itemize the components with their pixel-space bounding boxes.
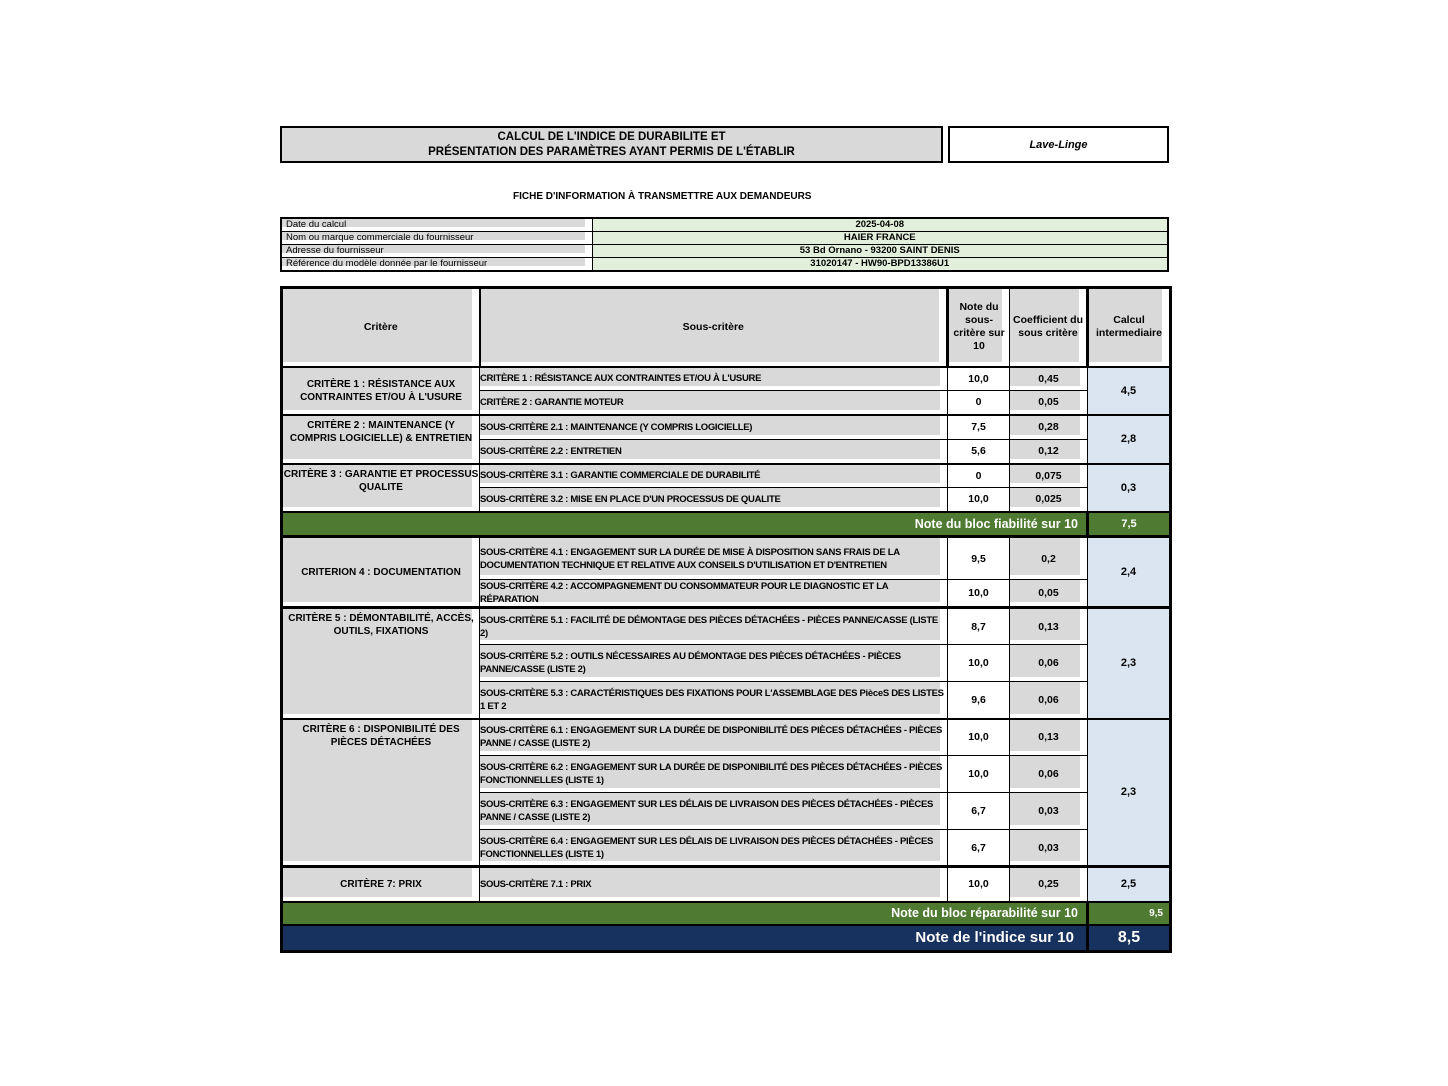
sub-criterion-cell: SOUS-CRITÈRE 6.3 : ENGAGEMENT SUR LES DÉLAIS DE LIVRAISON DES PIÈCES DÉTACHÉES - PIÈCES PANNE / CASSE (LISTE 2) bbox=[480, 793, 948, 830]
sub-criterion-cell: SOUS-CRITÈRE 6.2 : ENGAGEMENT SUR LA DURÉE DE DISPONIBILITÉ DES PIÈCES DÉTACHÉES - PIÈCES FONCTIONNELLES (LISTE 1) bbox=[480, 756, 948, 793]
intermediate-calc-cell: 2,8 bbox=[1088, 415, 1171, 464]
criterion-cell: CRITERION 4 : DOCUMENTATION bbox=[282, 537, 480, 608]
intermediate-calc-cell: 2,3 bbox=[1088, 608, 1171, 719]
note-cell: 10,0 bbox=[948, 367, 1010, 391]
column-header-note: Note du sous-critère sur 10 bbox=[948, 288, 1010, 367]
info-label: Adresse du fournisseur bbox=[281, 245, 592, 258]
info-value: HAIER FRANCE bbox=[592, 232, 1168, 245]
criterion-cell: CRITÈRE 6 : DISPONIBILITÉ DES PIÈCES DÉTACHÉES bbox=[282, 719, 480, 867]
index-score-value: 8,5 bbox=[1088, 925, 1171, 952]
column-header-coefficient: Coefficient du sous critère bbox=[1010, 288, 1088, 367]
note-cell: 10,0 bbox=[948, 580, 1010, 608]
coefficient-cell: 0,075 bbox=[1010, 464, 1088, 488]
note-cell: 10,0 bbox=[948, 488, 1010, 512]
table-row bbox=[282, 367, 1171, 391]
table-row bbox=[282, 608, 1171, 645]
info-value: 53 Bd Ornano - 93200 SAINT DENIS bbox=[592, 245, 1168, 258]
coefficient-cell: 0,45 bbox=[1010, 367, 1088, 391]
document-subtitle: FICHE D'INFORMATION À TRANSMETTRE AUX DEMANDEURS bbox=[513, 191, 812, 202]
sub-criterion-cell: SOUS-CRITÈRE 4.1 : ENGAGEMENT SUR LA DURÉE DE MISE À DISPOSITION SANS FRAIS DE LA DOCUMENTATION TECHNIQUE ET RELATIVE AUX CONSEILS D'UTILISATION ET D'ENTRETIEN bbox=[480, 537, 948, 580]
note-cell: 10,0 bbox=[948, 756, 1010, 793]
info-value: 2025-04-08 bbox=[592, 218, 1168, 232]
info-row-model-reference bbox=[281, 258, 1168, 272]
coefficient-cell: 0,12 bbox=[1010, 440, 1088, 464]
criterion-cell: CRITÈRE 2 : MAINTENANCE (Y COMPRIS LOGICIELLE) & ENTRETIEN bbox=[282, 415, 480, 464]
coefficient-cell: 0,28 bbox=[1010, 415, 1088, 440]
sub-criterion-cell: SOUS-CRITÈRE 5.3 : CARACTÉRISTIQUES DES FIXATIONS POUR L'ASSEMBLAGE DES PièceS DES LISTES 1 ET 2 bbox=[480, 682, 948, 719]
sub-criterion-cell: CRITÈRE 1 : RÉSISTANCE AUX CONTRAINTES ET/OU À L'USURE bbox=[480, 367, 948, 391]
product-type-label: Lave-Linge bbox=[1029, 138, 1088, 151]
note-cell: 9,5 bbox=[948, 537, 1010, 580]
coefficient-cell: 0,025 bbox=[1010, 488, 1088, 512]
note-cell: 10,0 bbox=[948, 645, 1010, 682]
table-row bbox=[282, 867, 1171, 902]
intermediate-calc-cell: 2,4 bbox=[1088, 537, 1171, 608]
note-cell: 5,6 bbox=[948, 440, 1010, 464]
info-value: 31020147 - HW90-BPD13386U1 bbox=[592, 258, 1168, 272]
note-cell: 8,7 bbox=[948, 608, 1010, 645]
product-type-box bbox=[948, 126, 1169, 163]
sub-criterion-cell: SOUS-CRITÈRE 6.1 : ENGAGEMENT SUR LA DURÉE DE DISPONIBILITÉ DES PIÈCES DÉTACHÉES - PIÈCES PANNE / CASSE (LISTE 2) bbox=[480, 719, 948, 756]
note-cell: 0 bbox=[948, 464, 1010, 488]
note-cell: 10,0 bbox=[948, 719, 1010, 756]
info-row-supplier-address bbox=[281, 245, 1168, 258]
coefficient-cell: 0,13 bbox=[1010, 608, 1088, 645]
criterion-cell: CRITÈRE 3 : GARANTIE ET PROCESSUS QUALITE bbox=[282, 464, 480, 512]
info-row-supplier-name bbox=[281, 232, 1168, 245]
info-label: Date du calcul bbox=[281, 218, 592, 232]
note-cell: 0 bbox=[948, 391, 1010, 415]
sub-criterion-cell: CRITÈRE 2 : GARANTIE MOTEUR bbox=[480, 391, 948, 415]
index-score-row bbox=[282, 925, 1171, 952]
table-row bbox=[282, 464, 1171, 488]
coefficient-cell: 0,13 bbox=[1010, 719, 1088, 756]
note-cell: 6,7 bbox=[948, 793, 1010, 830]
document-header bbox=[280, 126, 1169, 163]
repairability-block-score-row bbox=[282, 902, 1171, 925]
sub-criterion-cell: SOUS-CRITÈRE 5.1 : FACILITÉ DE DÉMONTAGE DES PIÈCES DÉTACHÉES - PIÈCES PANNE/CASSE (LISTE 2) bbox=[480, 608, 948, 645]
document-title-line-2: PRÉSENTATION DES PARAMÈTRES AYANT PERMIS DE L'ÉTABLIR bbox=[428, 146, 795, 158]
coefficient-cell: 0,05 bbox=[1010, 580, 1088, 608]
coefficient-cell: 0,2 bbox=[1010, 537, 1088, 580]
document-content bbox=[280, 126, 1169, 953]
supplier-info-table bbox=[280, 217, 1169, 272]
coefficient-cell: 0,03 bbox=[1010, 793, 1088, 830]
sub-criterion-cell: SOUS-CRITÈRE 3.1 : GARANTIE COMMERCIALE DE DURABILITÉ bbox=[480, 464, 948, 488]
table-row bbox=[282, 537, 1171, 580]
note-cell: 9,6 bbox=[948, 682, 1010, 719]
sub-criterion-cell: SOUS-CRITÈRE 6.4 : ENGAGEMENT SUR LES DÉLAIS DE LIVRAISON DES PIÈCES DÉTACHÉES - PIÈCES FONCTIONNELLES (LISTE 1) bbox=[480, 830, 948, 867]
coefficient-cell: 0,25 bbox=[1010, 867, 1088, 902]
column-header-calcul: Calcul intermediaire bbox=[1088, 288, 1171, 367]
note-cell: 7,5 bbox=[948, 415, 1010, 440]
coefficient-cell: 0,03 bbox=[1010, 830, 1088, 867]
index-score-label: Note de l'indice sur 10 bbox=[282, 925, 1088, 952]
intermediate-calc-cell: 0,3 bbox=[1088, 464, 1171, 512]
intermediate-calc-cell: 2,5 bbox=[1088, 867, 1171, 902]
sub-criterion-cell: SOUS-CRITÈRE 5.2 : OUTILS NÉCESSAIRES AU DÉMONTAGE DES PIÈCES DÉTACHÉES - PIÈCES PANNE/CASSE (LISTE 2) bbox=[480, 645, 948, 682]
column-header-sous-critere: Sous-critère bbox=[480, 288, 948, 367]
table-row bbox=[282, 719, 1171, 756]
intermediate-calc-cell: 4,5 bbox=[1088, 367, 1171, 415]
criterion-cell: CRITÈRE 7: PRIX bbox=[282, 867, 480, 902]
fiability-block-score-row bbox=[282, 512, 1171, 537]
criterion-cell: CRITÈRE 5 : DÉMONTABILITÉ, ACCÈS, OUTILS, FIXATIONS bbox=[282, 608, 480, 719]
table-row bbox=[282, 415, 1171, 440]
sub-criterion-cell: SOUS-CRITÈRE 2.1 : MAINTENANCE (Y COMPRIS LOGICIELLE) bbox=[480, 415, 948, 440]
coefficient-cell: 0,06 bbox=[1010, 682, 1088, 719]
coefficient-cell: 0,05 bbox=[1010, 391, 1088, 415]
sub-criterion-cell: SOUS-CRITÈRE 2.2 : ENTRETIEN bbox=[480, 440, 948, 464]
info-row-date bbox=[281, 218, 1168, 232]
note-cell: 10,0 bbox=[948, 867, 1010, 902]
document-title-box bbox=[280, 126, 943, 163]
coefficient-cell: 0,06 bbox=[1010, 756, 1088, 793]
table-header-row bbox=[282, 288, 1171, 367]
repairability-score-label: Note du bloc réparabilité sur 10 bbox=[282, 902, 1088, 925]
criteria-table bbox=[280, 286, 1172, 953]
sub-criterion-cell: SOUS-CRITÈRE 7.1 : PRIX bbox=[480, 867, 948, 902]
fiability-score-value: 7,5 bbox=[1088, 512, 1171, 537]
info-label: Référence du modèle donnée par le fournisseur bbox=[281, 258, 592, 272]
coefficient-cell: 0,06 bbox=[1010, 645, 1088, 682]
sub-criterion-cell: SOUS-CRITÈRE 4.2 : ACCOMPAGNEMENT DU CONSOMMATEUR POUR LE DIAGNOSTIC ET LA RÉPARATION bbox=[480, 580, 948, 608]
criterion-cell: CRITÈRE 1 : RÉSISTANCE AUX CONTRAINTES ET/OU À L'USURE bbox=[282, 367, 480, 415]
intermediate-calc-cell: 2,3 bbox=[1088, 719, 1171, 867]
info-label: Nom ou marque commerciale du fournisseur bbox=[281, 232, 592, 245]
sub-criterion-cell: SOUS-CRITÈRE 3.2 : MISE EN PLACE D'UN PROCESSUS DE QUALITE bbox=[480, 488, 948, 512]
note-cell: 6,7 bbox=[948, 830, 1010, 867]
repairability-score-value: 9,5 bbox=[1088, 902, 1171, 925]
document-title-line-1: CALCUL DE L'INDICE DE DURABILITE ET bbox=[497, 131, 726, 143]
fiability-score-label: Note du bloc fiabilité sur 10 bbox=[282, 512, 1088, 537]
column-header-critere: Critère bbox=[282, 288, 480, 367]
